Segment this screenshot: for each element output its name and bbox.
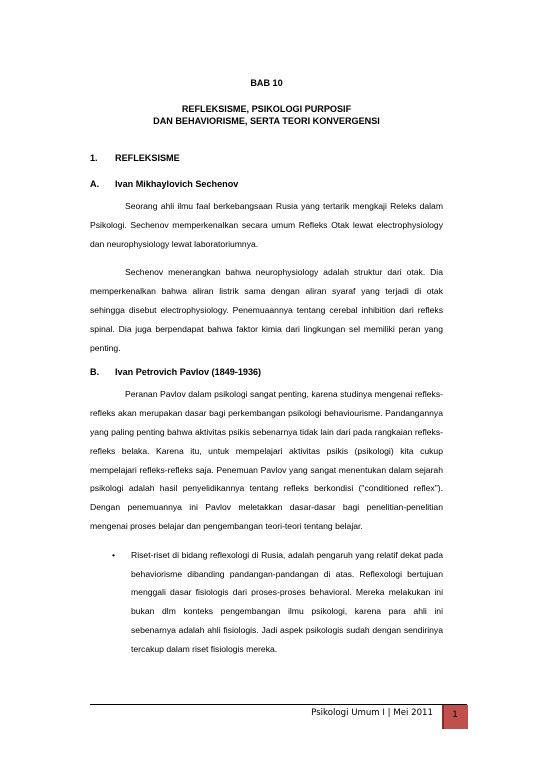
paragraph-sechenov-1: Seorang ahli ilmu faal berkebangsaan Rusia yang tertarik mengkaji Releks dalam Psikologi. Sechenov memperkenalkan secara umum Refleks Otak lewat electrophysiology dan neurophysiology lewat laboratoriumnya. bbox=[90, 201, 443, 249]
bullet-list bbox=[90, 546, 443, 659]
bullet-icon: • bbox=[112, 549, 116, 560]
chapter-title-line2: DAN BEHAVIORISME, SERTA TEORI KONVERGENSI bbox=[153, 116, 380, 126]
list-item-text: Riset-riset di bidang reflexologi di Rusia, adalah pengaruh yang relatif dekat pada behaviorisme dibanding pandangan-pandangan di atas. Reflexologi bertujuan menggali dasar fisiologis dari proses-proses behavioral. Mereka melakukan ini bukan dlm konteks pengembangan ilmu psikologi, karena para ahli ini sebenarnya adalah ahli fisiologis. Jadi aspek psikologis sudah dengan sendirinya tercakup dalam riset fisiologis mereka. bbox=[131, 549, 443, 654]
subsection-letter: A. bbox=[90, 179, 100, 189]
subsection-title: Ivan Petrovich Pavlov (1849-1936) bbox=[115, 367, 262, 378]
subsection-title: Ivan Mikhaylovich Sechenov bbox=[115, 179, 239, 189]
chapter-title-line1: REFLEKSISME, PSIKOLOGI PURPOSIF bbox=[181, 104, 352, 114]
section-number: 1. bbox=[90, 153, 98, 163]
subsection-heading-pavlov bbox=[90, 367, 443, 377]
section-title: REFLEKSISME bbox=[115, 153, 180, 163]
paragraph-sechenov-2: Sechenov menerangkan bahwa neurophysiology adalah struktur dari otak. Dia memperkenalkan bahwa aliran listrik sama dengan aliran syaraf yang terjadi di otak sehingga disebut electrophysiology. Penemuaannya tentang cerebal inhibition dari refleks spinal. Dia juga berpendapat bahwa faktor kimia dari lingkungan sel memiliki peran yang penting. bbox=[90, 267, 443, 353]
paragraph-pavlov: Peranan Pavlov dalam psikologi sangat penting, karena studinya mengenai refleks-refleks akan merupakan dasar bagi perkembangan psikologi behaviourisme. Pandangannya yang paling penting bahwa aktivitas psikis sebenarnya tidak lain dari pada rangkaian refleks-refleks belaka. Karena itu, untuk mempelajari aktivitas psikis (psikologi) kita cukup mempelajari refleks-refleks saja. Penemuan Pavlov yang sangat menentukan dalam sejarah psikologi adalah hasil penyelidikannya tentang refleks berkondisi ("conditioned reflex"). Dengan penemuannya ini Pavlov meletakkan dasar-dasar bagi penelitian-penelitian mengenai proses belajar dan pengembangan teori-teori tentang belajar. bbox=[90, 389, 443, 531]
footer-divider bbox=[90, 704, 467, 705]
section-heading-refleksisme bbox=[90, 153, 443, 163]
footer-text: Psikologi Umum I | Mei 2011 bbox=[311, 708, 433, 718]
chapter-label: BAB 10 bbox=[250, 78, 283, 88]
list-item bbox=[90, 546, 443, 659]
subsection-letter: B. bbox=[90, 367, 100, 378]
page-number-accent bbox=[442, 705, 444, 729]
page-content bbox=[90, 78, 443, 659]
page-number: 1 bbox=[442, 705, 468, 729]
subsection-heading-sechenov bbox=[90, 179, 443, 189]
